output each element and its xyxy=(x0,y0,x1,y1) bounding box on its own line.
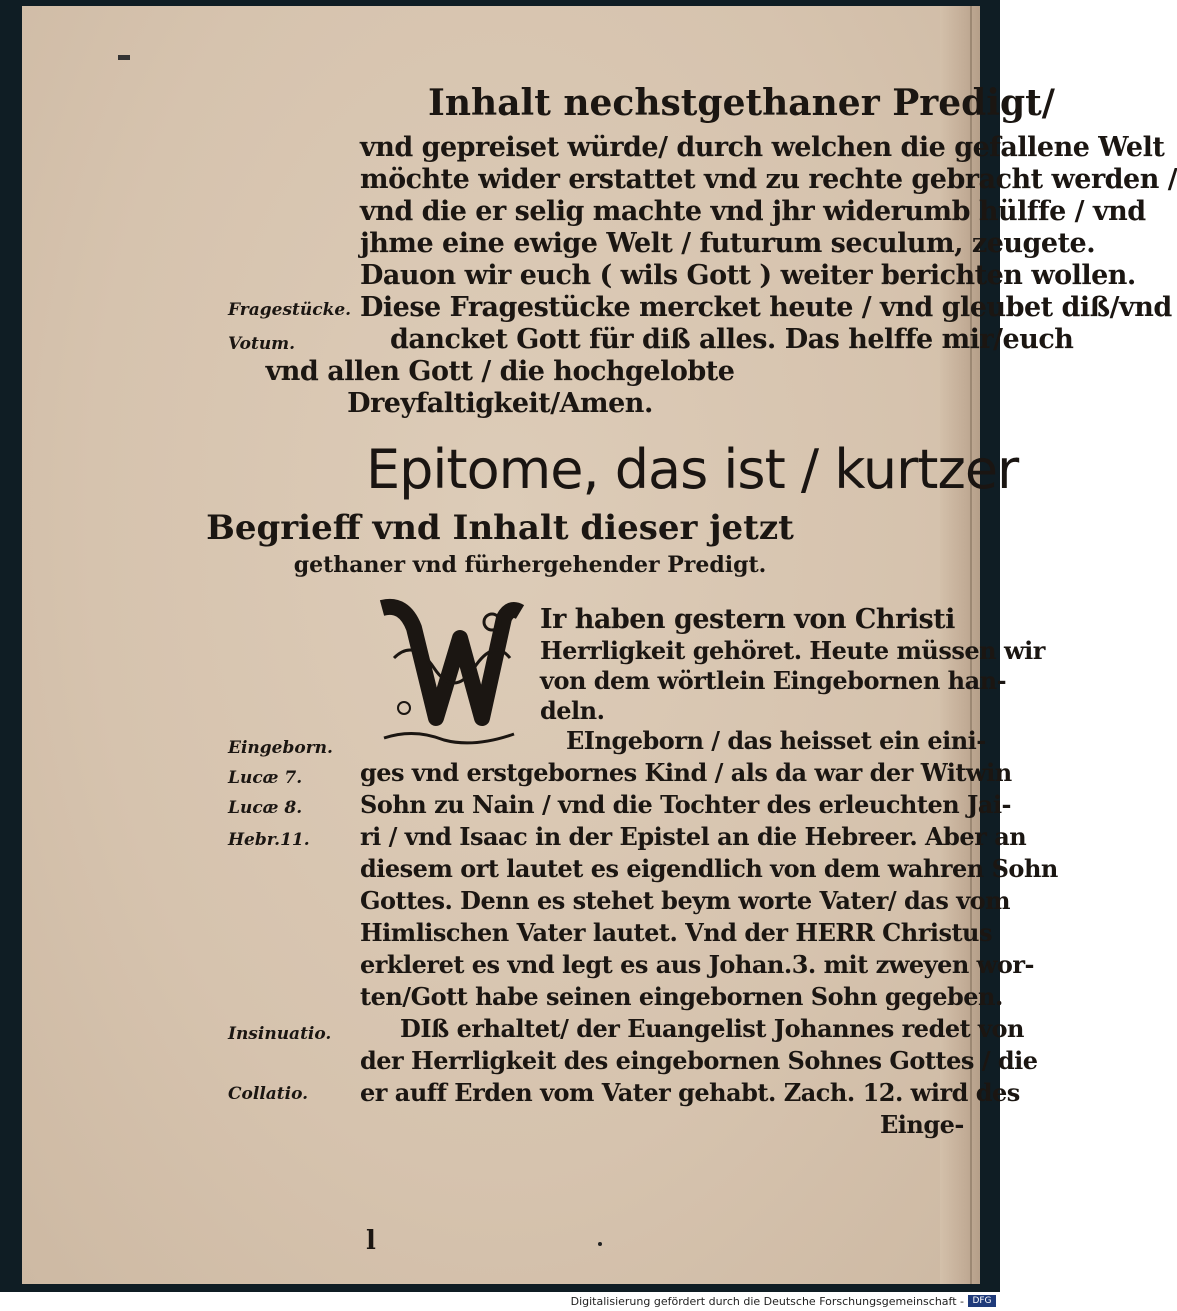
dfg-logo: DFG xyxy=(968,1295,996,1307)
section-subtitle: gethaner vnd fürhergehender Predigt. xyxy=(293,552,767,578)
text-line: erkleret es vnd legt es aus Johan.3. mit zweyen wor- xyxy=(360,950,1034,979)
margin-note: Collatio. xyxy=(228,1084,309,1104)
text-line: ges vnd erstgebornes Kind / als da war der Witwin xyxy=(360,758,1012,787)
footer-bar xyxy=(0,1292,1000,1311)
section-subtitle: Begrieff vnd Inhalt dieser jetzt xyxy=(206,508,794,548)
footer-credit: Digitalisierung gefördert durch die Deutsche Forschungsgemeinschaft - xyxy=(570,1295,964,1308)
text-line: von dem wörtlein Eingebornen han- xyxy=(540,666,1007,695)
decorated-initial xyxy=(374,598,522,748)
text-line: der Herrligkeit des eingebornen Sohnes Gottes / die xyxy=(360,1046,1038,1075)
ink-dot xyxy=(598,1242,602,1246)
initial-letter: W xyxy=(447,698,449,699)
margin-note: Lucæ 8. xyxy=(228,798,303,818)
text-line: möchte wider erstattet vnd zu rechte gebracht werden / xyxy=(360,164,1177,195)
text-line: diesem ort lautet es eigendlich von dem wahren Sohn xyxy=(360,854,1058,883)
text-line: Dauon wir euch ( wils Gott ) weiter berichten wollen. xyxy=(360,260,1136,291)
text-line: Diese Fragestücke mercket heute / vnd gleubet diß/vnd xyxy=(360,292,1172,323)
margin-note: Fragestücke. xyxy=(228,300,352,320)
text-line: dancket Gott für diß alles. Das helffe mir/euch xyxy=(390,324,1074,355)
text-line: jhme eine ewige Welt / futurum seculum, zeugete. xyxy=(360,228,1096,259)
text-line: Ir haben gestern von Christi xyxy=(540,604,955,635)
margin-note: Hebr.11. xyxy=(228,830,310,850)
text-line: ri / vnd Isaac in der Epistel an die Hebreer. Aber an xyxy=(360,822,1027,851)
margin-note: Lucæ 7. xyxy=(228,768,303,788)
section-title: Epitome, das ist / kurtzer xyxy=(366,438,1019,501)
margin-note: Eingeborn. xyxy=(228,738,333,758)
text-line: ten/Gott habe seinen eingebornen Sohn gegeben. xyxy=(360,982,1003,1011)
text-line: EIngeborn / das heisset ein eini- xyxy=(566,726,986,755)
margin-note: Insinuatio. xyxy=(228,1024,332,1044)
page-heading: Inhalt nechstgethaner Predigt/ xyxy=(428,82,1055,124)
text-line: Himlischen Vater lautet. Vnd der HERR Christus xyxy=(360,918,993,947)
ink-mark xyxy=(118,55,130,60)
catchword: Einge- xyxy=(880,1110,964,1139)
closing-line: Dreyfaltigkeit/Amen. xyxy=(347,388,653,419)
text-line: deln. xyxy=(540,696,605,725)
text-line: Gottes. Denn es stehet beym worte Vater/ das vom xyxy=(360,886,1011,915)
text-line: Herrligkeit gehöret. Heute müssen wir xyxy=(540,636,1045,665)
margin-note: Votum. xyxy=(228,334,296,354)
text-line: DIß erhaltet/ der Euangelist Johannes redet von xyxy=(400,1014,1024,1043)
text-line: vnd gepreiset würde/ durch welchen die gefallene Welt xyxy=(360,132,1165,163)
page-mark: l xyxy=(366,1226,376,1256)
text-line: Sohn zu Nain / vnd die Tochter des erleuchten Jai- xyxy=(360,790,1012,819)
closing-line: vnd allen Gott / die hochgelobte xyxy=(265,356,735,387)
text-line: vnd die er selig machte vnd jhr widerumb hülffe / vnd xyxy=(360,196,1146,227)
text-line: er auff Erden vom Vater gehabt. Zach. 12. wird des xyxy=(360,1078,1020,1107)
